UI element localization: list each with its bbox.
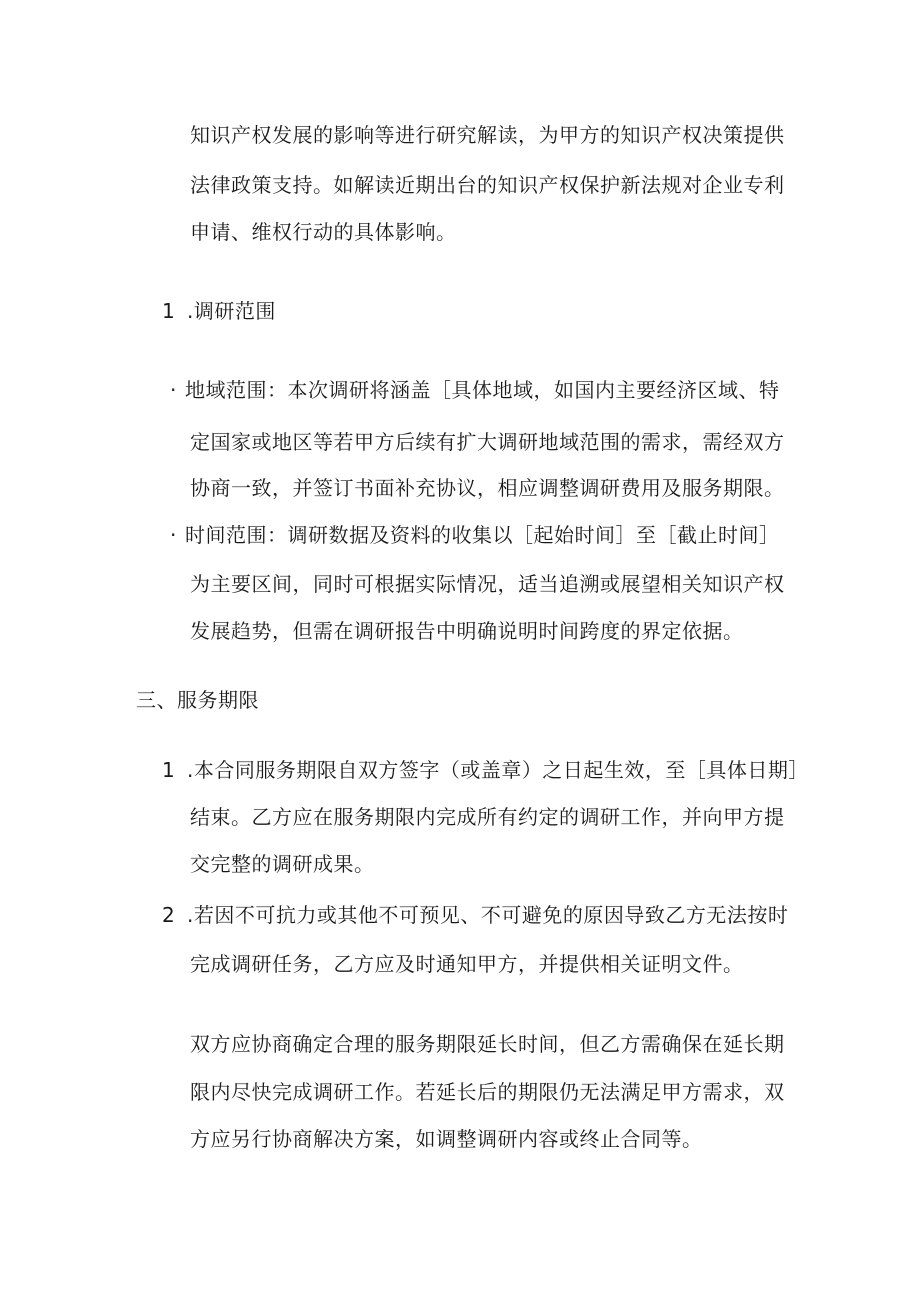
- item1-line-3: 交完整的调研成果。: [190, 852, 375, 876]
- time-line-3: 发展趋势，但需在调研报告中明确说明时间跨度的界定依据。: [190, 619, 744, 643]
- time-line-2: 为主要区间，同时可根据实际情况，适当追溯或展望相关知识产权: [190, 572, 785, 596]
- intro-line-2: 法律政策支持。如解读近期出台的知识产权保护新法规对企业专利: [190, 173, 785, 197]
- item1-line-1: .本合同服务期限自双方签字（或盖章）之日起生效，至［具体日期］: [187, 758, 809, 782]
- item2-number: 2: [162, 903, 176, 927]
- region-line-3: 协商一致，并签订书面补充协议，相应调整调研费用及服务期限。: [190, 476, 785, 500]
- region-bullet: ·: [170, 378, 177, 402]
- scope-heading: .调研范围: [187, 299, 276, 323]
- para-line-1: 双方应协商确定合理的服务期限延长时间，但乙方需确保在延长期: [190, 1032, 785, 1056]
- region-line-2: 定国家或地区等若甲方后续有扩大调研地域范围的需求，需经双方: [190, 430, 785, 454]
- section-title: 三、服务期限: [136, 688, 259, 712]
- para-line-2: 限内尽快完成调研工作。若延长后的期限仍无法满足甲方需求，双: [190, 1080, 785, 1104]
- intro-line-1: 知识产权发展的影响等进行研究解读，为甲方的知识产权决策提供: [190, 123, 785, 147]
- item2-line-2: 完成调研任务，乙方应及时通知甲方，并提供相关证明文件。: [190, 952, 744, 976]
- time-bullet: ·: [170, 523, 177, 547]
- para-line-3: 方应另行协商解决方案，如调整调研内容或终止合同等。: [190, 1127, 703, 1151]
- scope-number: 1: [162, 299, 176, 323]
- item2-line-1: .若因不可抗力或其他不可预见、不可避免的原因导致乙方无法按时: [187, 903, 789, 927]
- time-line-1: 时间范围：调研数据及资料的收集以［起始时间］至［截止时间］: [185, 523, 780, 547]
- item1-number: 1: [162, 758, 176, 782]
- region-line-1: 地域范围：本次调研将涵盖［具体地域，如国内主要经济区域、特: [185, 378, 780, 402]
- intro-line-3: 申请、维权行动的具体影响。: [190, 220, 457, 244]
- item1-line-2: 结束。乙方应在服务期限内完成所有约定的调研工作，并向甲方提: [190, 805, 785, 829]
